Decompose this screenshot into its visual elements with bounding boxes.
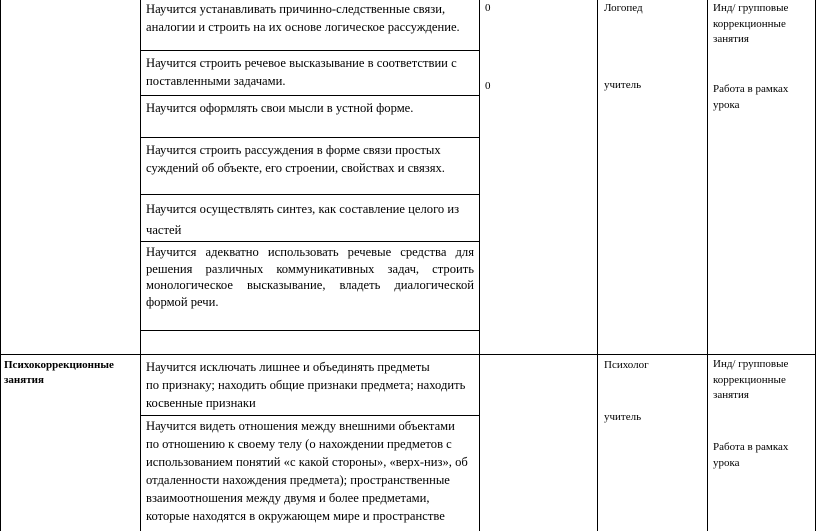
form-line: Инд/ групповые: [713, 358, 789, 370]
outcome-line: Научится исключать лишнее и объединять предметы: [146, 360, 430, 374]
specialist-3: Психолог: [604, 359, 649, 371]
form-lesson: [713, 440, 788, 471]
outcome-line: Научится устанавливать причинно-следственные связи,: [146, 2, 446, 16]
grid-line: [140, 137, 480, 138]
outcome-line: косвенные признаки: [146, 396, 256, 410]
grid-line: [707, 0, 708, 531]
grid-line: [479, 0, 480, 531]
outcome-7: [146, 358, 465, 412]
specialist-2: учитель: [604, 79, 642, 91]
grid-line: [140, 241, 480, 242]
specialist-1: Логопед: [604, 2, 643, 14]
outcome-line: Научится оформлять свои мысли в устной форме.: [146, 101, 414, 115]
outcome-5: [146, 199, 459, 241]
outcome-line: Научится видеть отношения между внешними объектами: [146, 419, 455, 433]
hours-2: 0: [485, 80, 491, 92]
form-line: коррекционные: [713, 17, 786, 30]
grid-line: [140, 194, 480, 195]
outcome-6: [146, 244, 474, 310]
form-line: Работа в рамках: [713, 83, 789, 95]
section-title: [4, 358, 114, 388]
outcome-line: по признаку; находить общие признаки предмета; находить: [146, 378, 466, 392]
form-line: занятия: [713, 389, 749, 401]
grid-line: [0, 354, 816, 355]
outcome-line: отдаленности нахождения предмета); пространственные: [146, 473, 450, 487]
outcome-line: аналогии и строить на их основе логическое рассуждение.: [146, 20, 460, 34]
outcome-line: Научится строить речевое высказывание в соответствии с: [146, 56, 457, 70]
form-lesson: [713, 82, 788, 113]
outcome-3: [146, 99, 413, 117]
grid-line: [140, 0, 141, 531]
form-line: коррекционные: [713, 373, 786, 386]
outcome-line: монологическое высказывание, владеть диалогической: [146, 278, 474, 292]
form-line: занятия: [713, 33, 749, 45]
outcome-line: Научится адекватно использовать речевые средства для: [146, 245, 474, 259]
grid-line: [140, 95, 480, 96]
outcome-line: Научится осуществлять синтез, как составление целого из: [146, 202, 460, 216]
form-line: Инд/ групповые: [713, 2, 789, 14]
outcome-8: [146, 417, 468, 525]
form-line: урока: [713, 456, 740, 469]
grid-line: [0, 0, 1, 531]
outcome-4: [146, 141, 445, 177]
outcome-line: по отношению к своему телу (о нахождении предметов с: [146, 437, 452, 451]
outcome-line: поставленными задачами.: [146, 74, 286, 88]
form-group: [713, 1, 788, 48]
hours-1: 0: [485, 2, 491, 14]
grid-line: [140, 330, 480, 331]
specialist-4: учитель: [604, 411, 642, 423]
outcome-line: формой речи.: [146, 294, 219, 309]
outcome-line: использованием понятий «с какой стороны», «верх-низ», об: [146, 455, 468, 469]
outcome-line: взаимоотношения между двумя и более предметами,: [146, 491, 430, 505]
outcome-1: [146, 0, 460, 36]
grid-line: [597, 0, 598, 531]
form-line: урока: [713, 98, 740, 111]
outcome-line: суждений об объекте, его строении, свойствах и связях.: [146, 161, 445, 175]
section-title-line: занятия: [4, 374, 44, 386]
form-group: [713, 357, 788, 404]
outcome-line: решения различных коммуникативных задач, строить: [146, 261, 474, 276]
grid-line: [140, 50, 480, 51]
outcome-2: [146, 54, 457, 90]
outcome-line: Научится строить рассуждения в форме связи простых: [146, 143, 441, 157]
outcome-line: частей: [146, 223, 182, 237]
outcome-line: которые находятся в окружающем мире и пространстве: [146, 509, 445, 523]
section-title-line: Психокоррекционные: [4, 359, 114, 371]
form-line: Работа в рамках: [713, 441, 789, 453]
grid-line: [140, 415, 480, 416]
